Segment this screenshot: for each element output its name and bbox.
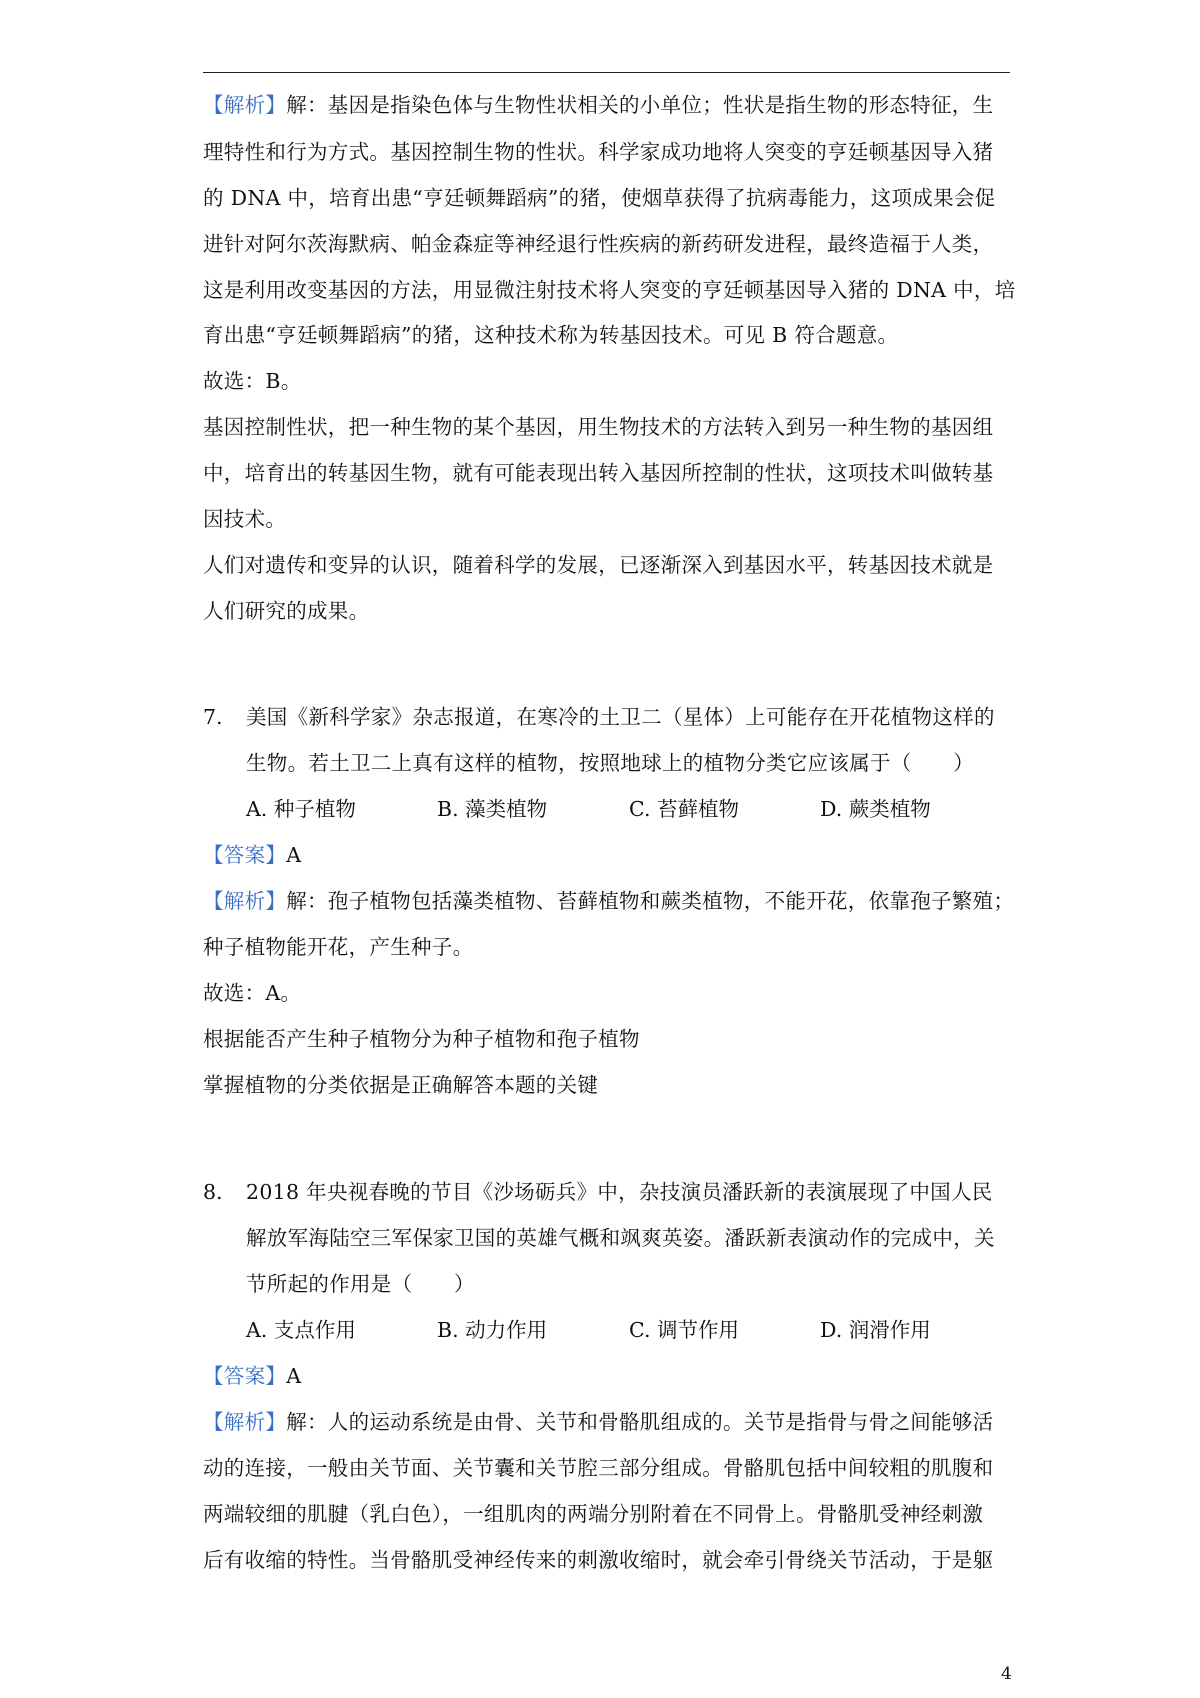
answer-line (203, 1362, 301, 1390)
option-b: B. 藻类植物 (437, 797, 548, 821)
option-c: C. 苔藓植物 (629, 797, 739, 821)
explanation-line: 基因控制性状，把一种生物的某个基因，用生物技术的方法转入到另一种生物的基因组 (203, 415, 994, 439)
option-d: D. 润滑作用 (820, 1318, 931, 1342)
analysis-line: 理特性和行为方式。基因控制生物的性状。科学家成功地将人突变的亨廷顿基因导入猪 (203, 140, 994, 164)
conclusion-line: 故选：A。 (203, 981, 302, 1005)
answer-label: 【答案】 (203, 1364, 287, 1388)
answer-label: 【答案】 (203, 843, 287, 867)
answer-line (203, 841, 301, 869)
conclusion-line: 故选：B。 (203, 369, 302, 393)
analysis-line: 动的连接，一般由关节面、关节囊和关节腔三部分组成。骨骼肌包括中间较粗的肌腹和 (203, 1456, 994, 1480)
question-number: 7. (203, 705, 223, 729)
explanation-line: 因技术。 (203, 507, 287, 531)
option-b: B. 动力作用 (437, 1318, 548, 1342)
analysis-line: 【解析】解：孢子植物包括藻类植物、苔藓植物和蕨类植物，不能开花，依靠孢子繁殖； (203, 889, 1015, 913)
analysis-line: 这是利用改变基因的方法，用显微注射技术将人突变的亨廷顿基因导入猪的 DNA 中，培 (203, 278, 1016, 302)
question-stem-line: 生物。若土卫二上真有这样的植物，按照地球上的植物分类它应该属于（ ） (246, 751, 974, 775)
analysis-label: 【解析】 (203, 93, 287, 117)
option-a: A. 支点作用 (246, 1318, 356, 1342)
explanation-line: 人们研究的成果。 (203, 599, 370, 623)
analysis-label: 【解析】 (203, 889, 287, 913)
answer-value: A (286, 1364, 302, 1388)
question-stem-line: 2018 年央视春晚的节目《沙场砺兵》中，杂技演员潘跃新的表演展现了中国人民 (246, 1180, 993, 1204)
question-number: 8. (203, 1180, 223, 1204)
explanation-line: 根据能否产生种子植物分为种子植物和孢子植物 (203, 1027, 640, 1051)
analysis-line: 进针对阿尔茨海默病、帕金森症等神经退行性疾病的新药研发进程，最终造福于人类， (203, 232, 994, 256)
analysis-line: 的 DNA 中，培育出患“亨廷顿舞蹈病”的猪，使烟草获得了抗病毒能力，这项成果会促 (203, 186, 996, 210)
analysis-line: 种子植物能开花，产生种子。 (203, 935, 474, 959)
answer-value: A (286, 843, 302, 867)
analysis-label: 【解析】 (203, 1410, 287, 1434)
analysis-line: 【解析】解：基因是指染色体与生物性状相关的小单位；性状是指生物的形态特征，生 (203, 93, 994, 117)
explanation-line: 人们对遗传和变异的认识，随着科学的发展，已逐渐深入到基因水平，转基因技术就是 (203, 553, 994, 577)
question-stem-line: 节所起的作用是（ ） (246, 1272, 475, 1296)
question-stem-line: 解放军海陆空三军保家卫国的英雄气概和飒爽英姿。潘跃新表演动作的完成中，关 (246, 1226, 995, 1250)
question-stem-line: 美国《新科学家》杂志报道，在寒冷的土卫二（星体）上可能存在开花植物这样的 (246, 705, 995, 729)
analysis-line: 后有收缩的特性。当骨骼肌受神经传来的刺激收缩时，就会牵引骨绕关节活动，于是躯 (203, 1548, 994, 1572)
analysis-line: 【解析】解：人的运动系统是由骨、关节和骨骼肌组成的。关节是指骨与骨之间能够活 (203, 1410, 994, 1434)
header-rule (203, 72, 1010, 73)
option-a: A. 种子植物 (246, 797, 356, 821)
explanation-line: 掌握植物的分类依据是正确解答本题的关键 (203, 1073, 599, 1097)
page-number: 4 (1001, 1664, 1012, 1684)
option-d: D. 蕨类植物 (820, 797, 931, 821)
analysis-line: 育出患“亨廷顿舞蹈病”的猪，这种技术称为转基因技术。可见 B 符合题意。 (203, 323, 899, 347)
explanation-line: 中，培育出的转基因生物，就有可能表现出转入基因所控制的性状，这项技术叫做转基 (203, 461, 994, 485)
option-c: C. 调节作用 (629, 1318, 739, 1342)
analysis-line: 两端较细的肌腱（乳白色），一组肌肉的两端分别附着在不同骨上。骨骼肌受神经刺激 (203, 1502, 984, 1526)
